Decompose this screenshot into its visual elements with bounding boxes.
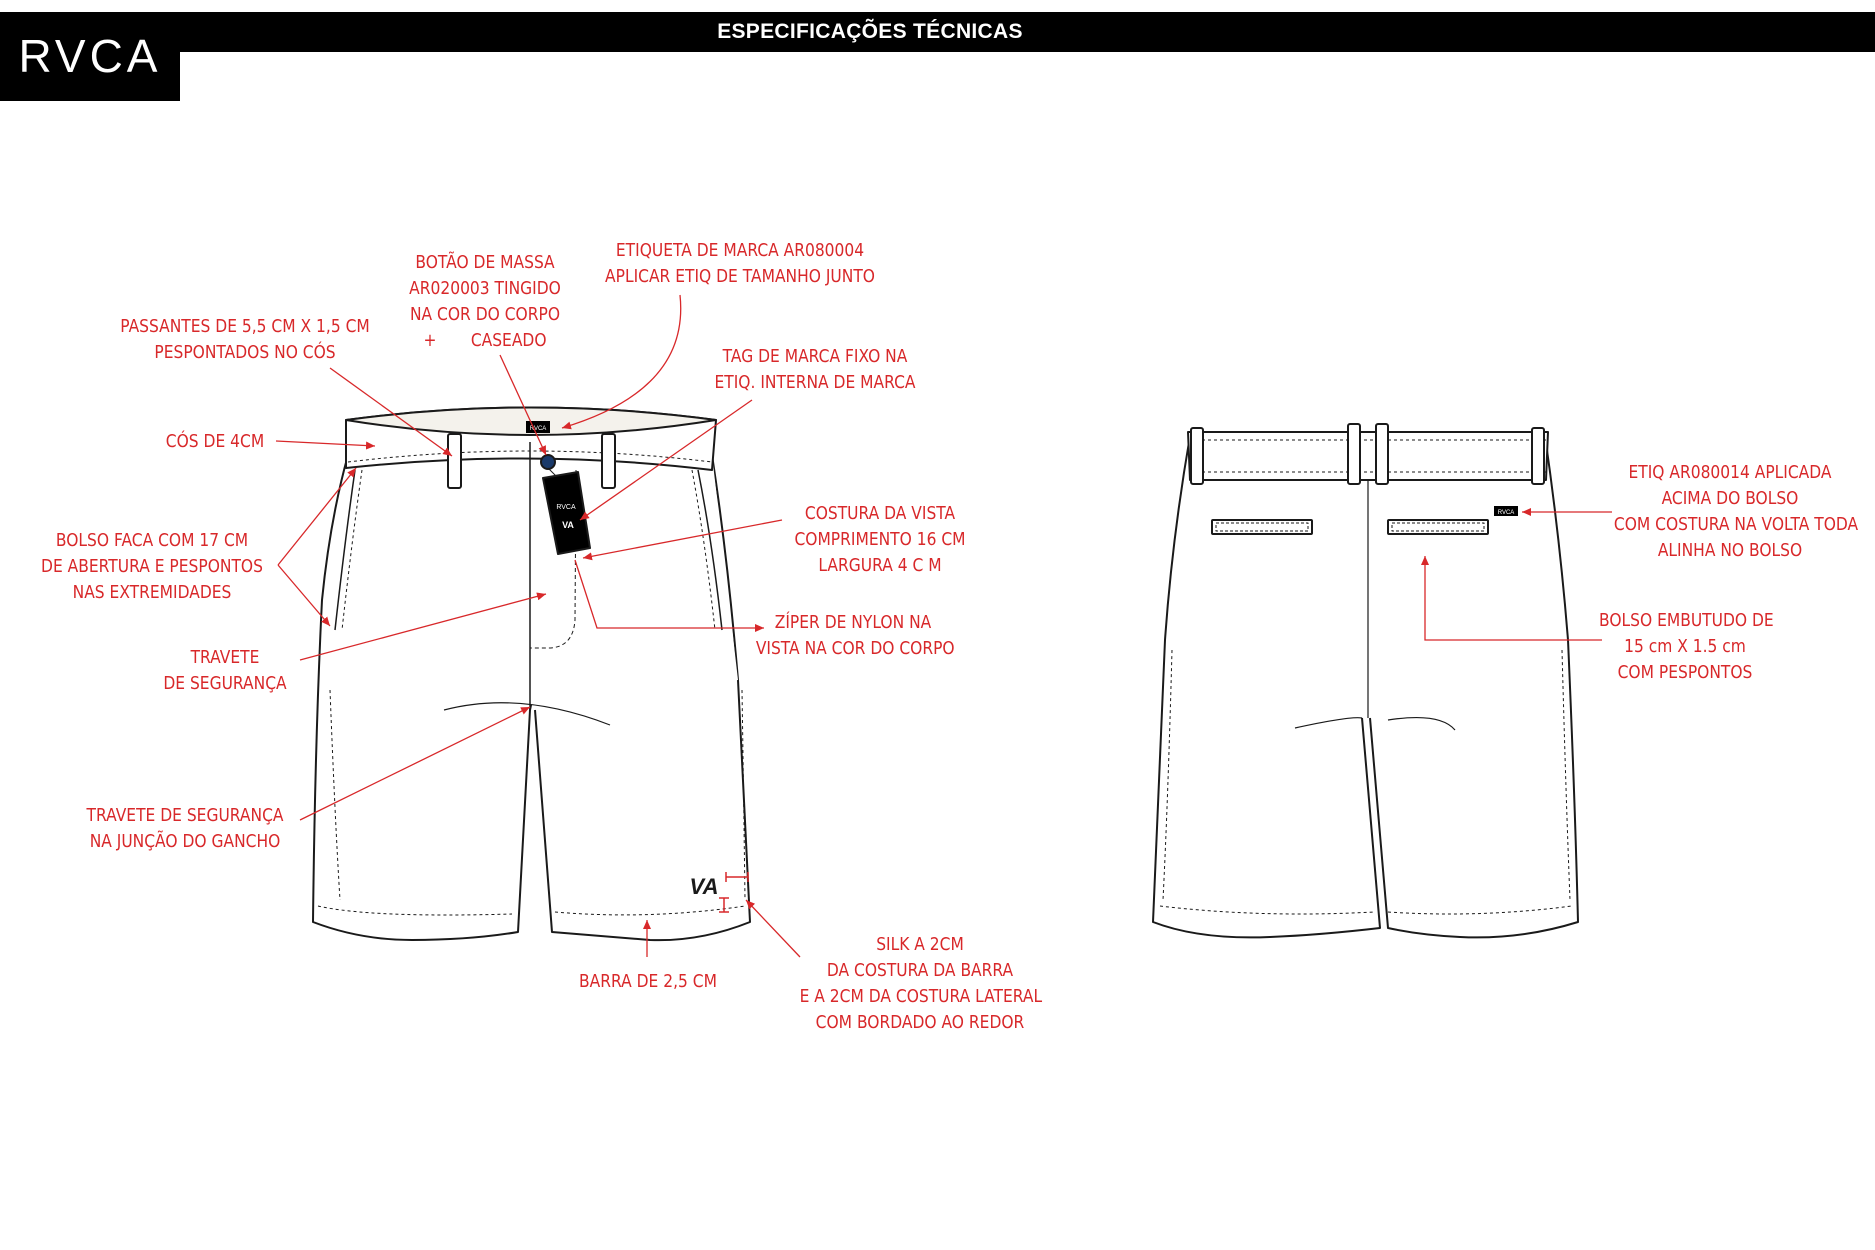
hang-tag-brand: RVCA (556, 504, 576, 511)
back-belt-loop-1 (1191, 428, 1203, 484)
back-belt-loop-2 (1348, 424, 1360, 484)
front-button (541, 455, 555, 469)
back-waistband (1188, 432, 1548, 480)
label-etiq-back: ETIQ AR080014 APLICADA ACIMA DO BOLSO COM COSTURA NA VOLTA TODA ALINHA NO BOLSO (1613, 462, 1859, 561)
label-bolso-faca: BOLSO FACA COM 17 CM DE ABERTURA E PESPONTOS NAS EXTREMIDADES (41, 530, 263, 603)
front-belt-loop-right (602, 434, 615, 488)
label-travete: TRAVETE DE SEGURANÇA (163, 647, 287, 694)
front-belt-loop-left (448, 434, 461, 488)
label-travete-gancho: TRAVETE DE SEGURANÇA NA JUNÇÃO DO GANCHO (86, 805, 284, 852)
label-cos: CÓS DE 4CM (165, 431, 265, 452)
label-etiqueta: ETIQUETA DE MARCA AR080004 APLICAR ETIQ DE TAMANHO JUNTO (605, 240, 875, 287)
label-ziper: ZÍPER DE NYLON NA VISTA NA COR DO CORPO (755, 612, 955, 659)
back-pocket-label-text: RVCA (1497, 510, 1515, 516)
label-botao-plus: + (423, 330, 437, 351)
label-passantes: PASSANTES DE 5,5 CM X 1,5 CM PESPONTADOS NO CÓS (120, 316, 370, 363)
va-logo-patch: VA (689, 874, 719, 899)
back-pocket-left (1212, 520, 1312, 534)
hang-tag-mark: VA (562, 520, 574, 530)
waist-brand-label-text: RVCA (529, 426, 547, 432)
back-belt-loop-4 (1532, 428, 1544, 484)
label-botao: BOTÃO DE MASSA AR020003 TINGIDO NA COR DO CORPO + CASEADO (409, 252, 561, 351)
back-shorts (1153, 424, 1578, 937)
back-pocket-right (1388, 520, 1488, 534)
back-belt-loop-3 (1376, 424, 1388, 484)
label-costura-vista: COSTURA DA VISTA COMPRIMENTO 16 CM LARGURA 4 C M (794, 503, 966, 576)
label-botao-caseado: CASEADO (470, 330, 547, 351)
label-tag: TAG DE MARCA FIXO NA ETIQ. INTERNA DE MARCA (714, 346, 916, 393)
front-shorts (313, 408, 750, 941)
label-bolso-embutido: BOLSO EMBUTUDO DE 15 cm X 1.5 cm COM PESPONTOS (1599, 610, 1774, 683)
label-silk: SILK A 2CM DA COSTURA DA BARRA E A 2CM DA COSTURA LATERAL COM BORDADO AO REDOR (799, 934, 1043, 1033)
label-barra: BARRA DE 2,5 CM (579, 971, 717, 992)
page-title: ESPECIFICAÇÕES TÉCNICAS (717, 20, 1023, 43)
brand-logo-text: RVCA (18, 30, 162, 82)
